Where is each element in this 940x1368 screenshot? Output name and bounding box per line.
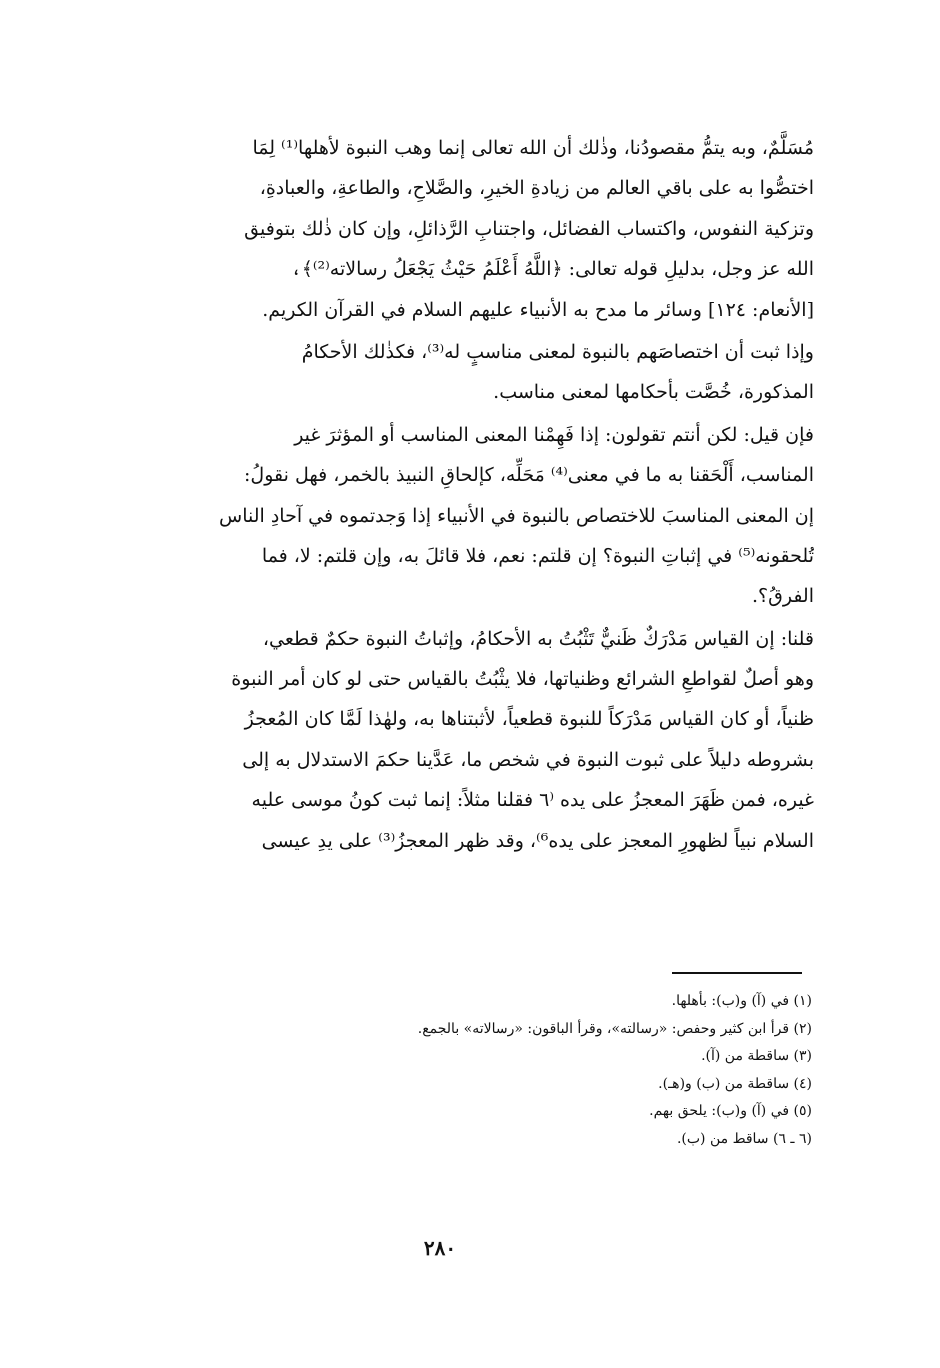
footnotes-block (192, 988, 812, 1154)
footnote-divider (672, 972, 802, 974)
footnote: (٥) في (آ) و(ب): يلحق بهم. (649, 1103, 812, 1120)
text-line: تُلحقونه⁽⁵⁾ في إثباتِ النبوة؟ إن قلتم: نعم، فلا قائلَ به، وإن قلتم: لا، فما (261, 544, 814, 567)
text-line: وتزكية النفوس، واكتساب الفضائل، واجتنابِ الرَّذائلِ، وإن كان ذٰلك بتوفيق (244, 217, 814, 240)
footnote: (٢) قرأ ابن كثير وحفص: «رسالته»، وقرأ الباقون: «رسالاته» بالجمع. (417, 1020, 812, 1037)
text-line: [الأنعام: ١٢٤] وسائر ما مدح به الأنبياء عليهم السلام في القرآن الكريم. (262, 298, 814, 321)
text-line: وهو أصلٌ لقواطعِ الشرائع وظنياتها، فلا يثْبُتُ بالقياس حتى لو كان أمر النبوة (231, 668, 814, 691)
footnote: (١) في (آ) و(ب): بأهلها. (671, 993, 812, 1009)
text-line: المناسب، أَلْحَقنا به ما في معنى⁽⁴⁾ مَحَلِّه، كإلحاقِ النبيذ بالخمر، فهل نقولُ: (243, 464, 814, 487)
main-text-block (94, 128, 814, 861)
text-line: مُسَلَّمٌ، وبه يتمُّ مقصودُنا، وذٰلك أن الله تعالى إنما وهب النبوة لأهلها⁽¹⁾ لِمَا (252, 137, 814, 159)
text-line: ظنياً، أو كان القياس مَدْرَكاً للنبوة قطعياً، لأثبتناها به، ولهٰذا لَمَّا كان المُعجزُ (244, 708, 814, 731)
page-number: ٢٨٠ (423, 1236, 457, 1260)
footnote: (٣) ساقطة من (آ). (701, 1048, 812, 1065)
text-line: الفرقُ؟. (751, 585, 814, 608)
text-line: السلام نبياً لظهورِ المعجز على يده⁶⁾، وقد ظهر المعجزُ⁽³⁾ على يدِ عيسى (261, 829, 814, 852)
text-line: قلنا: إن القياس مَدْرَكٌ ظَنيٌّ تَثْبُتُ به الأحكامُ، وإثباتُ النبوة حكمٌ قطعي، (262, 627, 814, 650)
text-line: غيره، فمن ظَهَرَ المعجزُ على يده ⁽٦ فقلنا مثلاً: إنما ثبت كونُ موسى عليه (251, 789, 814, 812)
text-line: إن المعنى المناسبَ للاختصاص بالنبوة في الأنبياء إذا وَجدتموه في آحادِ الناس (219, 504, 814, 527)
text-line: فإن قيل: لكن أنتم تقولون: إذا فَهِمْنا المعنى المناسب أو المؤثرَ غير (294, 423, 814, 446)
text-line: المذكورة، خُصَّت بأحكامها لمعنى مناسب. (493, 381, 814, 404)
text-line: بشروطه دليلاً على ثبوت النبوة في شخص ما، عَدَّينا حكمَ الاستدلال به إلى (242, 748, 814, 771)
footnote: (٦ ـ ٦) ساقط من (ب). (676, 1130, 812, 1147)
text-line: الله عز وجل، بدليلِ قوله تعالى: ﴿اللَّهُ أَعْلَمُ حَيْثُ يَجْعَلُ رسالاته⁽²⁾﴾، (290, 258, 814, 281)
text-line: وإذا ثبت أن اختصاصَهم بالنبوة لمعنى مناسبٍ له⁽³⁾، فكذٰلك الأحكامُ (301, 340, 814, 363)
text-line: اختصُّوا به على باقي العالم من زيادةِ الخيرِ، والصَّلاحِ، والطاعةِ، والعبادةِ، (259, 177, 814, 200)
footnote: (٤) ساقطة من (ب) و(هـ). (658, 1075, 812, 1092)
